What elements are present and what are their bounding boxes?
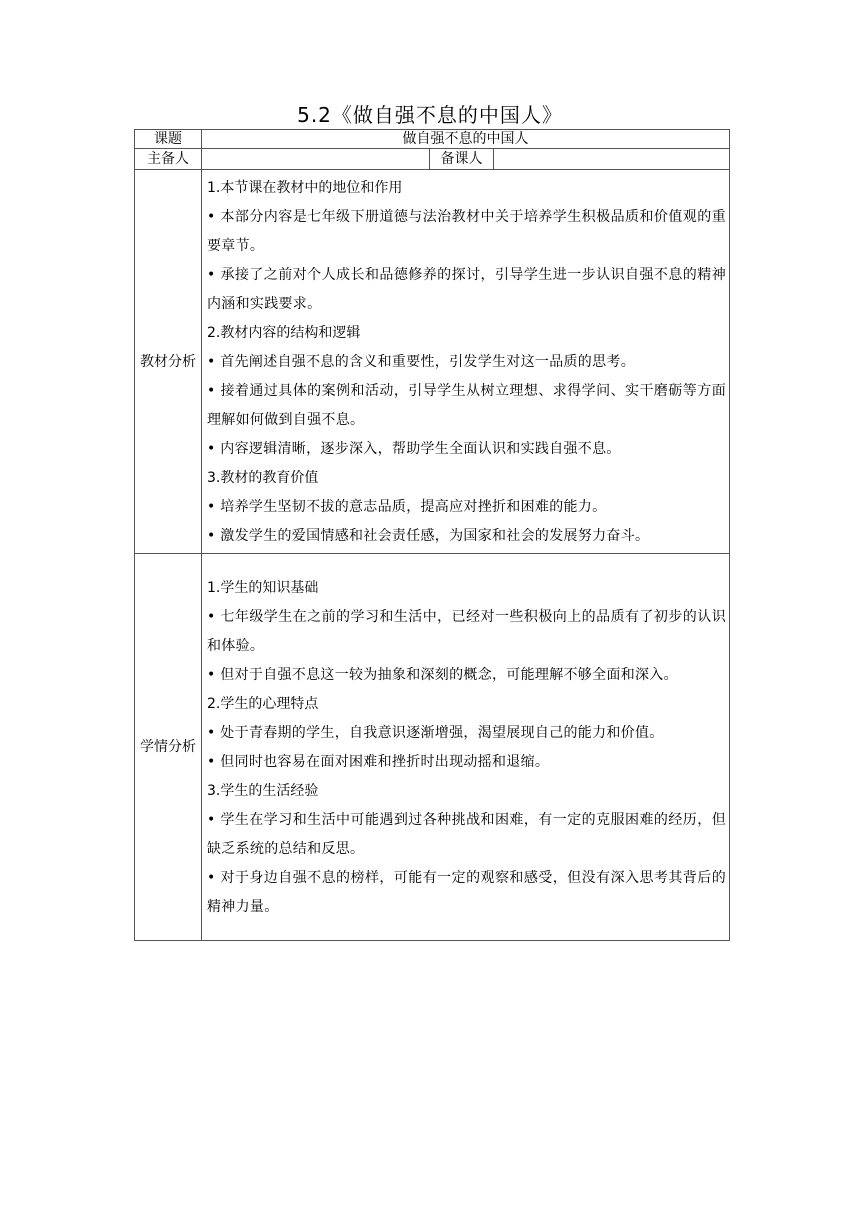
topic-row: [135, 130, 730, 149]
bullet-item: • 七年级学生在之前的学习和生活中，已经对一些积极向上的品质有了初步的认识和体验。: [207, 609, 727, 654]
learner-analysis-content: [202, 554, 730, 941]
textbook-analysis-content: [202, 170, 730, 554]
bullet-item: • 接着通过具体的案例和活动，引导学生从树立理想、求得学问、实干磨砺等方面理解如何做到自强不息。: [207, 383, 727, 428]
lesson-plan-table: [134, 129, 730, 941]
section-heading: 2.教材内容的结构和逻辑: [207, 325, 361, 341]
bullet-item: • 对于身边自强不息的榜样，可能有一定的观察和感受，但没有深入思考其背后的精神力量。: [207, 870, 727, 915]
section-heading: 1.本节课在教材中的地位和作用: [207, 180, 403, 196]
bullet-item: • 处于青春期的学生，自我意识逐渐增强，渴望展现自己的能力和价值。: [207, 725, 664, 741]
bullet-item: • 本部分内容是七年级下册道德与法治教材中关于培养学生积极品质和价值观的重要章节。: [207, 209, 727, 254]
textbook-analysis-row: [135, 170, 730, 554]
section-heading: 2.学生的心理特点: [207, 696, 319, 712]
lead-preparer-value: [202, 149, 430, 170]
bullet-item: • 激发学生的爱国情感和社会责任感，为国家和社会的发展努力奋斗。: [207, 528, 650, 544]
lead-preparer-label: 主备人: [135, 149, 202, 170]
bullet-item: • 学生在学习和生活中可能遇到过各种挑战和困难，有一定的克服困难的经历，但缺乏系统的总结和反思。: [207, 812, 727, 857]
bullet-item: • 但同时也容易在面对困难和挫折时出现动摇和退缩。: [207, 754, 550, 770]
textbook-analysis-label: 教材分析: [135, 170, 202, 554]
topic-value: 做自强不息的中国人: [202, 130, 730, 149]
bullet-item: • 但对于自强不息这一较为抽象和深刻的概念，可能理解不够全面和深入。: [207, 667, 678, 683]
section-heading: 3.教材的教育价值: [207, 470, 319, 486]
document-title: 5.2《做自强不息的中国人》: [297, 103, 563, 127]
section-heading: 3.学生的生活经验: [207, 783, 319, 799]
bullet-item: • 培养学生坚韧不拔的意志品质，提高应对挫折和困难的能力。: [207, 499, 607, 515]
bullet-item: • 承接了之前对个人成长和品德修养的探讨，引导学生进一步认识自强不息的精神内涵和实践要求。: [207, 267, 727, 312]
preparers-row: [135, 149, 730, 170]
topic-label: 课题: [135, 130, 202, 149]
learner-analysis-label: 学情分析: [135, 554, 202, 941]
bullet-item: • 首先阐述自强不息的含义和重要性，引发学生对这一品质的思考。: [207, 354, 636, 370]
bullet-item: • 内容逻辑清晰，逐步深入，帮助学生全面认识和实践自强不息。: [207, 441, 621, 457]
co-preparer-label: 备课人: [430, 149, 494, 170]
learner-analysis-row: [135, 554, 730, 941]
co-preparer-value: [494, 149, 730, 170]
section-heading: 1.学生的知识基础: [207, 580, 319, 596]
